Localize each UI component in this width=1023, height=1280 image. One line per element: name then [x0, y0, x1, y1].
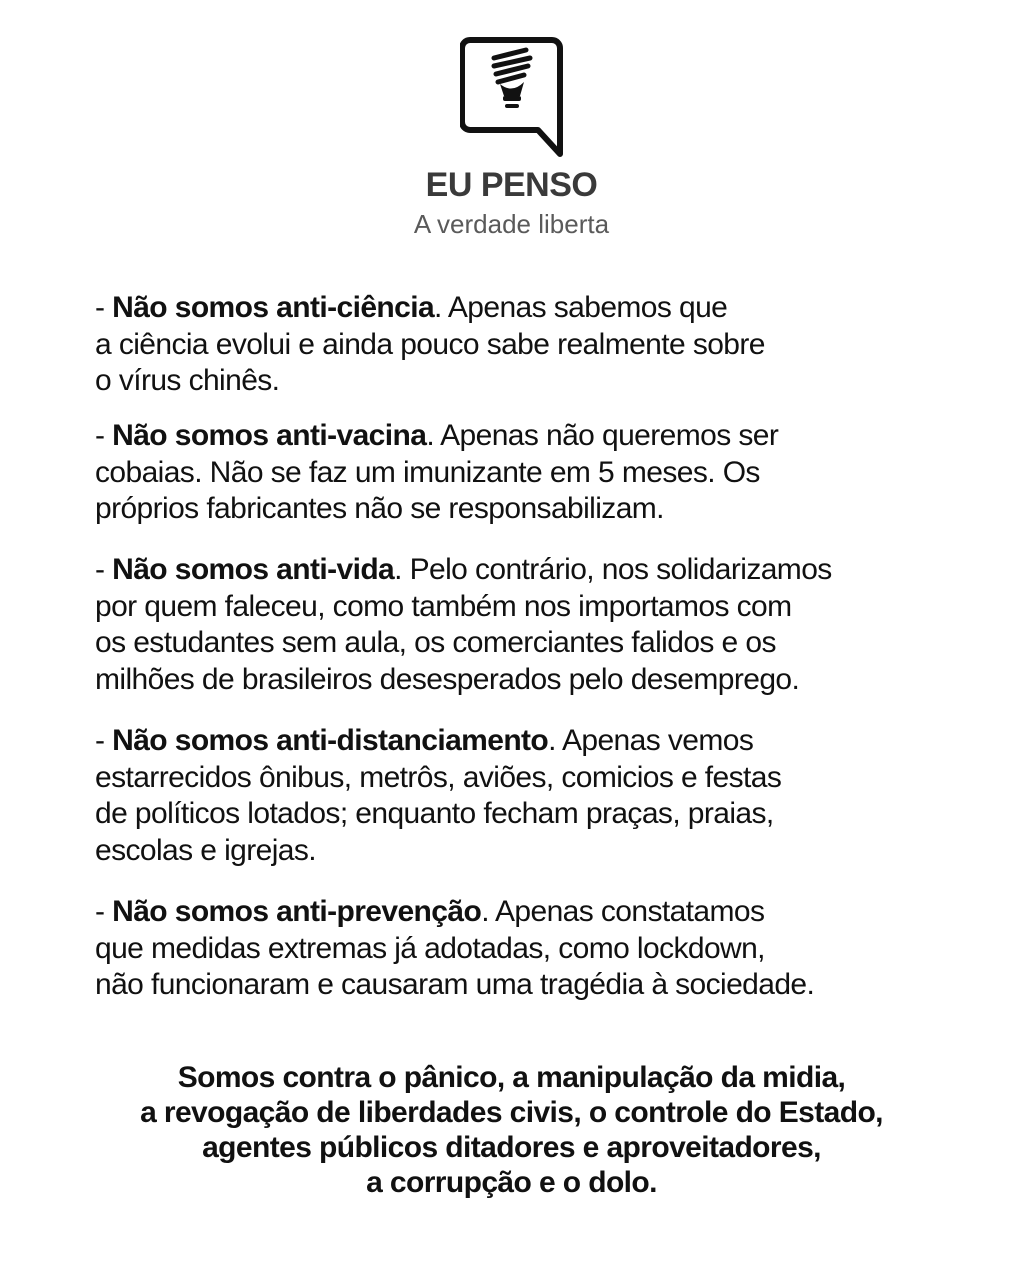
statement-heading: Não somos anti-vacina	[112, 419, 427, 452]
statement-heading: Não somos anti-prevenção	[112, 895, 482, 928]
statement-heading: Não somos anti-vida	[112, 553, 395, 586]
brand-tagline: A verdade liberta	[413, 209, 610, 239]
statement-heading: Não somos anti-ciência	[112, 291, 435, 324]
closing-statement: Somos contra o pânico, a manipulação da midia, a revogação de liberdades civis, o controle do Estado, agentes públicos ditadores e aproveitadores, a corrupção e o dolo.	[140, 1061, 883, 1199]
brand-name: EU PENSO	[425, 166, 598, 204]
statement-anti-vida: - Não somos anti-vida. Pelo contrário, nos solidarizamos por quem faleceu, como também nos importamos com os estudantes sem aula, os comerciantes falidos e os milhões de brasileiros desesperados pelo desemprego.	[95, 553, 832, 696]
lightbulb-speech-bubble-icon	[460, 36, 564, 160]
logo	[460, 36, 564, 160]
statement-anti-vacina: - Não somos anti-vacina. Apenas não queremos ser cobaias. Não se faz um imunizante em 5 meses. Os próprios fabricantes não se responsabilizam.	[95, 419, 779, 525]
statement-heading: Não somos anti-distanciamento	[112, 724, 549, 757]
statement-anti-ciencia: - Não somos anti-ciência. Apenas sabemos que a ciência evolui e ainda pouco sabe realmente sobre o vírus chinês.	[95, 291, 765, 397]
statement-anti-prevencao: - Não somos anti-prevenção. Apenas constatamos que medidas extremas já adotadas, como lockdown, não funcionaram e causaram uma tragédia à sociedade.	[95, 895, 815, 1001]
statement-anti-distanciamento: - Não somos anti-distanciamento. Apenas vemos estarrecidos ônibus, metrôs, aviões, comicios e festas de políticos lotados; enquanto fecham praças, praias, escolas e igrejas.	[95, 724, 782, 867]
